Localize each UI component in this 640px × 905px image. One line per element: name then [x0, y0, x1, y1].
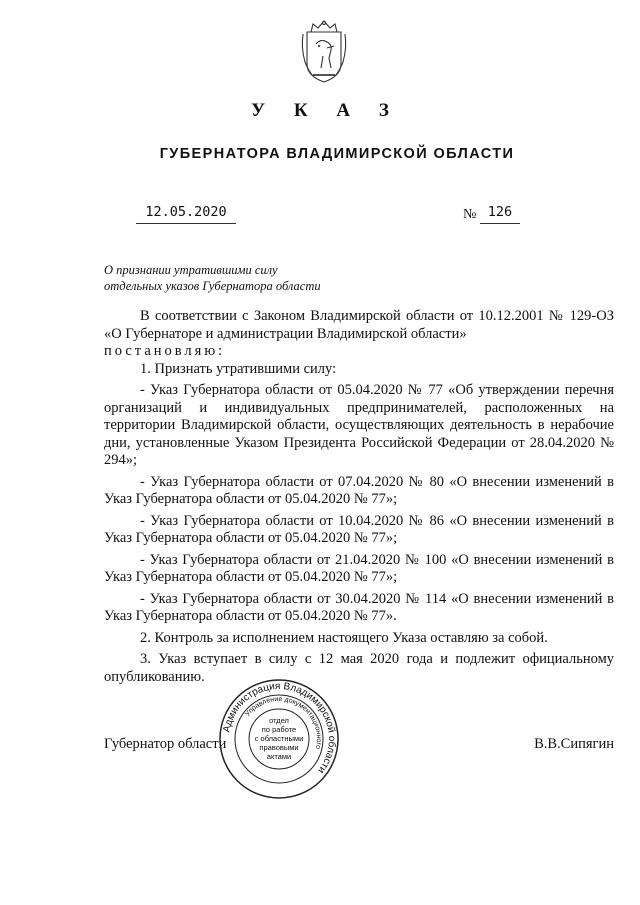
point-3: 3. Указ вступает в силу с 12 мая 2020 года и подлежит официальному опубликованию. — [104, 651, 614, 685]
decree-number: 126 — [480, 204, 520, 224]
decree-heading — [104, 262, 404, 294]
heading-line: отдельных указов Губернатора области — [104, 279, 321, 293]
signer-position: Губернатор области — [104, 736, 227, 752]
list-item: - Указ Губернатора области от 10.04.2020 № 86 «О внесении изменений в Указ Губернатора области от 05.04.2020 № 77»; — [104, 512, 614, 546]
stamp-center-line: отдел — [269, 716, 289, 725]
signer-name: В.В.Сипягин — [534, 736, 614, 752]
resolve-word: постановляю: — [104, 343, 226, 359]
decree-title: У К А З — [251, 100, 401, 121]
stamp-center-line: по работе — [261, 725, 297, 734]
list-item: - Указ Губернатора области от 21.04.2020 № 100 «О внесении изменений в Указ Губернатора области от 05.04.2020 № 77»; — [104, 551, 614, 585]
list-item: - Указ Губернатора области от 30.04.2020 № 114 «О внесении изменений в Указ Губернатора области от 05.04.2020 № 77». — [104, 590, 614, 624]
signature-block — [104, 736, 614, 756]
stamp-center-line: с областными — [254, 734, 304, 743]
number-sign: № — [463, 207, 477, 222]
point-2: 2. Контроль за исполнением настоящего Указа оставляю за собой. — [140, 629, 548, 646]
stamp-inner-text: Управление документационного — [244, 695, 323, 750]
list-item: - Указ Губернатора области от 05.04.2020 № 77 «Об утверждении перечня организаций и индивидуальных предпринимателей, расположенных на территории Владимирской области, осуществляющих деятельность в нерабочие дни, установленные Указом Президента Российской Федерации от 28.04.2020 № 294»; — [104, 382, 614, 468]
list-item: - Указ Губернатора области от 07.04.2020 № 80 «О внесении изменений в Указ Губернатора области от 05.04.2020 № 77»; — [104, 473, 614, 507]
stamp-center-line: актами — [266, 752, 292, 761]
coat-of-arms-icon — [299, 18, 349, 84]
stamp-center-line: правовыми — [259, 743, 299, 752]
decree-subtitle: ГУБЕРНАТОРА ВЛАДИМИРСКОЙ ОБЛАСТИ — [159, 146, 515, 162]
decree-body — [104, 308, 614, 686]
heading-line: О признании утратившими силу — [104, 263, 278, 277]
stamp-outer-text: Администрация Владимирской области — [221, 680, 338, 776]
official-stamp — [218, 678, 340, 800]
preamble-paragraph: В соответствии с Законом Владимирской области от 10.12.2001 № 129-ОЗ «О Губернаторе и администрации Владимирской области» — [104, 308, 614, 342]
point-1: 1. Признать утратившими силу: — [140, 360, 337, 377]
decree-date: 12.05.2020 — [136, 204, 236, 224]
